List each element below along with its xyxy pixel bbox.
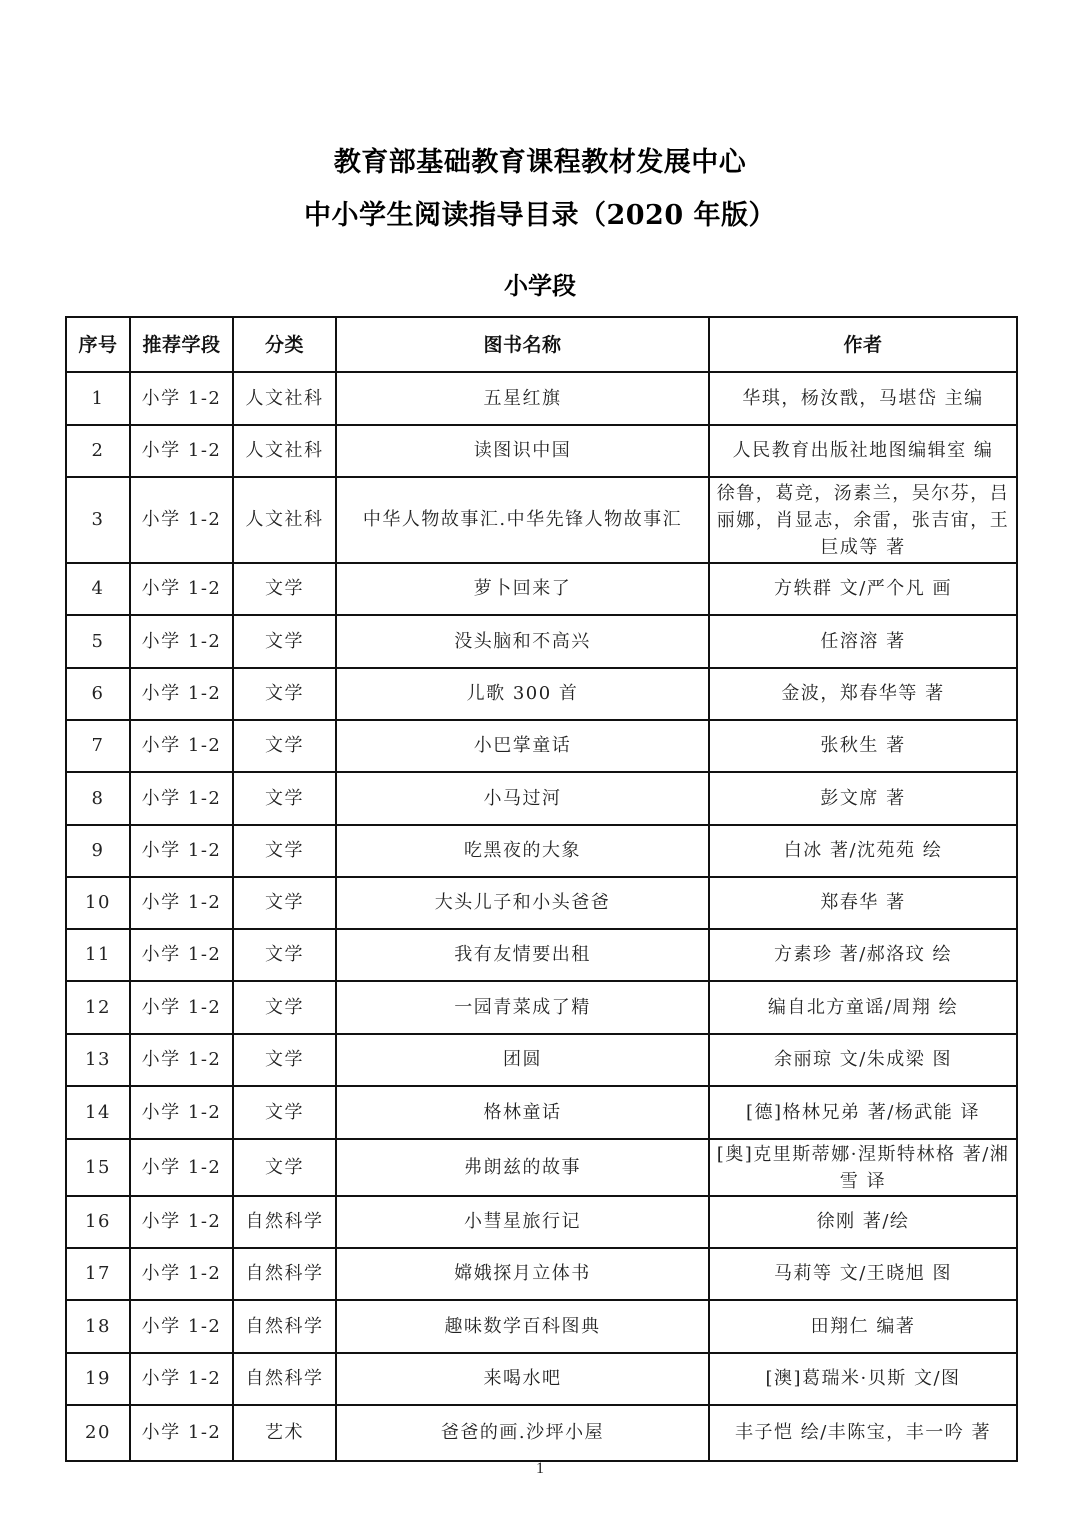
cell-category: 文学 [233,1034,336,1086]
cell-author: 人民教育出版社地图编辑室 编 [709,425,1017,477]
cell-category: 人文社科 [233,477,336,563]
cell-grade: 小学 1-2 [130,372,233,425]
cell-title: 我有友情要出租 [336,929,709,981]
page-number: 1 [536,1460,544,1477]
cell-title: 爸爸的画.沙坪小屋 [336,1405,709,1461]
cell-title: 嫦娥探月立体书 [336,1248,709,1300]
cell-title: 团圆 [336,1034,709,1086]
cell-title: 读图识中国 [336,425,709,477]
cell-author: 余丽琼 文/朱成梁 图 [709,1034,1017,1086]
cell-no: 9 [66,825,130,877]
cell-author: 田翔仁 编著 [709,1300,1017,1353]
cell-author: 丰子恺 绘/丰陈宝，丰一吟 著 [709,1405,1017,1461]
cell-author: 方素珍 著/郝洛玟 绘 [709,929,1017,981]
cell-no: 11 [66,929,130,981]
header-no: 序号 [66,317,130,372]
cell-category: 自然科学 [233,1300,336,1353]
cell-author: 方轶群 文/严个凡 画 [709,563,1017,615]
cell-category: 自然科学 [233,1248,336,1300]
cell-title: 五星红旗 [336,372,709,425]
cell-category: 人文社科 [233,372,336,425]
cell-no: 14 [66,1086,130,1139]
document-subtitle: 中小学生阅读指导目录（2020 年版） [303,200,777,231]
cell-no: 6 [66,668,130,720]
cell-category: 艺术 [233,1405,336,1461]
cell-grade: 小学 1-2 [130,1248,233,1300]
cell-no: 3 [66,477,130,563]
cell-grade: 小学 1-2 [130,720,233,772]
cell-title: 大头儿子和小头爸爸 [336,877,709,929]
header-grade: 推荐学段 [130,317,233,372]
cell-title: 吃黑夜的大象 [336,825,709,877]
cell-title: 小马过河 [336,772,709,825]
cell-grade: 小学 1-2 [130,563,233,615]
cell-no: 10 [66,877,130,929]
table-row [66,1034,1017,1086]
cell-grade: 小学 1-2 [130,1196,233,1248]
cell-title: 萝卜回来了 [336,563,709,615]
table-row [66,825,1017,877]
cell-grade: 小学 1-2 [130,1086,233,1139]
cell-author: 彭文席 著 [709,772,1017,825]
cell-author: 白冰 著/沈苑苑 绘 [709,825,1017,877]
cell-title: 弗朗兹的故事 [336,1139,709,1196]
cell-author: 张秋生 著 [709,720,1017,772]
cell-category: 自然科学 [233,1353,336,1405]
table-row [66,1139,1017,1196]
table-row [66,772,1017,825]
cell-category: 人文社科 [233,425,336,477]
cell-no: 2 [66,425,130,477]
cell-category: 文学 [233,929,336,981]
cell-no: 8 [66,772,130,825]
section-heading: 小学段 [504,271,576,300]
reading-catalog-table [65,316,1018,1462]
header-author: 作者 [709,317,1017,372]
table-row [66,1086,1017,1139]
table-row [66,1196,1017,1248]
cell-no: 5 [66,615,130,668]
cell-grade: 小学 1-2 [130,477,233,563]
cell-grade: 小学 1-2 [130,825,233,877]
cell-category: 文学 [233,772,336,825]
cell-category: 文学 [233,1139,336,1196]
cell-author: 徐刚 著/绘 [709,1196,1017,1248]
table-row [66,668,1017,720]
cell-title: 小彗星旅行记 [336,1196,709,1248]
table-row [66,1300,1017,1353]
cell-author: 郑春华 著 [709,877,1017,929]
cell-grade: 小学 1-2 [130,1034,233,1086]
cell-author: [德]格林兄弟 著/杨武能 译 [709,1086,1017,1139]
cell-author: 马莉等 文/王晓旭 图 [709,1248,1017,1300]
cell-grade: 小学 1-2 [130,981,233,1034]
cell-author: 华琪，杨汝戬，马堪岱 主编 [709,372,1017,425]
cell-author: 任溶溶 著 [709,615,1017,668]
header-category: 分类 [233,317,336,372]
cell-no: 15 [66,1139,130,1196]
table-row [66,1353,1017,1405]
cell-grade: 小学 1-2 [130,1353,233,1405]
document-title: 教育部基础教育课程教材发展中心 [333,147,747,178]
cell-grade: 小学 1-2 [130,1139,233,1196]
cell-author: 徐鲁，葛竞，汤素兰，吴尔芬，吕丽娜，肖显志，余雷，张吉宙，王巨成等 著 [709,477,1017,563]
cell-grade: 小学 1-2 [130,877,233,929]
cell-no: 1 [66,372,130,425]
header-title: 图书名称 [336,317,709,372]
cell-category: 文学 [233,615,336,668]
cell-category: 文学 [233,720,336,772]
cell-grade: 小学 1-2 [130,425,233,477]
cell-title: 小巴掌童话 [336,720,709,772]
cell-author: [澳]葛瑞米·贝斯 文/图 [709,1353,1017,1405]
cell-author: [奥]克里斯蒂娜·涅斯特林格 著/湘雪 译 [709,1139,1017,1196]
cell-no: 12 [66,981,130,1034]
cell-no: 16 [66,1196,130,1248]
table-row [66,981,1017,1034]
cell-grade: 小学 1-2 [130,1300,233,1353]
cell-category: 文学 [233,981,336,1034]
cell-title: 来喝水吧 [336,1353,709,1405]
cell-category: 文学 [233,825,336,877]
cell-no: 18 [66,1300,130,1353]
table-row [66,372,1017,425]
table-row [66,1405,1017,1461]
cell-no: 7 [66,720,130,772]
cell-no: 13 [66,1034,130,1086]
cell-title: 一园青菜成了精 [336,981,709,1034]
cell-category: 文学 [233,877,336,929]
table-row [66,929,1017,981]
table-row [66,1248,1017,1300]
cell-grade: 小学 1-2 [130,1405,233,1461]
cell-no: 19 [66,1353,130,1405]
cell-category: 文学 [233,668,336,720]
table-row [66,563,1017,615]
cell-title: 儿歌 300 首 [336,668,709,720]
cell-category: 自然科学 [233,1196,336,1248]
cell-no: 20 [66,1405,130,1461]
cell-no: 4 [66,563,130,615]
cell-category: 文学 [233,563,336,615]
table-header-row [66,317,1017,372]
cell-grade: 小学 1-2 [130,668,233,720]
cell-grade: 小学 1-2 [130,929,233,981]
table-body [66,372,1017,1461]
cell-title: 没头脑和不高兴 [336,615,709,668]
table-row [66,477,1017,563]
cell-author: 金波，郑春华等 著 [709,668,1017,720]
table-row [66,720,1017,772]
table-row [66,615,1017,668]
table-row [66,877,1017,929]
cell-title: 格林童话 [336,1086,709,1139]
cell-category: 文学 [233,1086,336,1139]
cell-grade: 小学 1-2 [130,772,233,825]
table-row [66,425,1017,477]
cell-author: 编自北方童谣/周翔 绘 [709,981,1017,1034]
cell-title: 中华人物故事汇.中华先锋人物故事汇 [336,477,709,563]
cell-grade: 小学 1-2 [130,615,233,668]
cell-title: 趣味数学百科图典 [336,1300,709,1353]
cell-no: 17 [66,1248,130,1300]
